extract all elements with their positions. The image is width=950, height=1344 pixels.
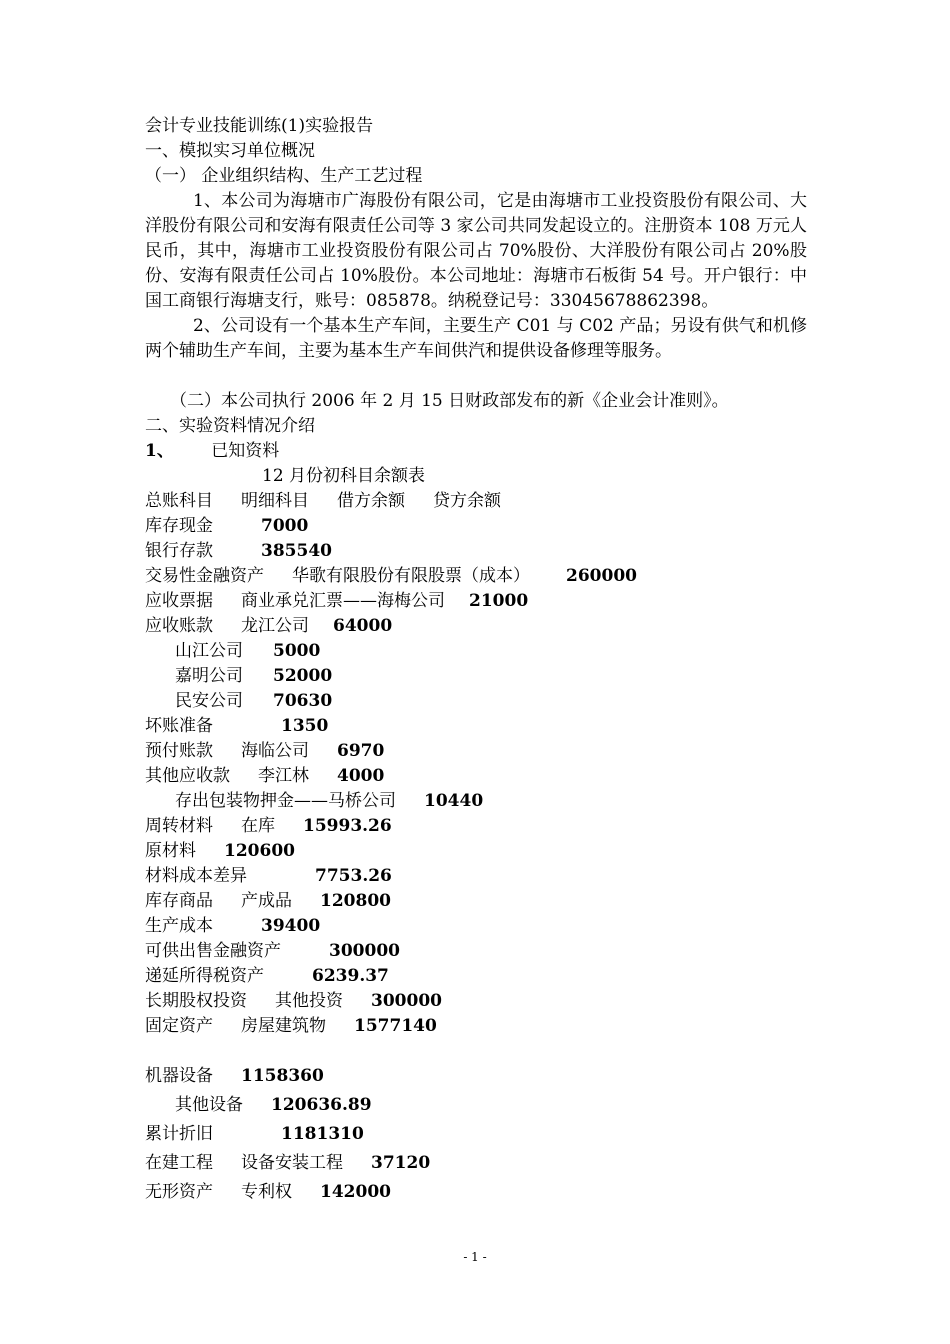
table-row — [145, 514, 308, 539]
account-name: 交易性金融资产 — [145, 566, 264, 586]
balance-value: 1158360 — [241, 1066, 324, 1086]
detail-account: 龙江公司 — [241, 616, 309, 636]
detail-account: 商业承兑汇票——海梅公司 — [241, 591, 445, 611]
account-name: 存出包装物押金——马桥公司 — [175, 791, 396, 811]
account-name: 周转材料 — [145, 816, 213, 836]
table-row — [175, 664, 332, 689]
account-name: 民安公司 — [175, 691, 243, 711]
detail-account: 产成品 — [241, 891, 292, 911]
balance-value: 1350 — [281, 716, 329, 736]
balance-value: 1577140 — [354, 1016, 437, 1036]
item-number: 1、 — [145, 441, 174, 461]
table-row — [145, 889, 391, 914]
balance-value: 52000 — [273, 666, 333, 686]
account-name: 应收账款 — [145, 616, 213, 636]
account-name: 库存商品 — [145, 891, 213, 911]
table-title: 12 月份初科目余额表 — [262, 466, 426, 486]
table-row — [145, 1151, 430, 1176]
account-name: 递延所得税资产 — [145, 966, 264, 986]
paragraph-1: 1、本公司为海塘市广海股份有限公司，它是由海塘市工业投资股份有限公司、大洋股份有限公司和安海有限责任公司等 3 家公司共同发起设立的。注册资本 108 万元人民币，其中，海塘市工业投资股份有限公司占 70%股份、大洋股份有限公司占 20%股份、安海有限责任公司占 10%股份。本公司地址：海塘市石板街 54 号。开户银行：中国工商银行海塘支行，账号：085878。纳税登记号：33045678862398。 — [145, 191, 807, 311]
balance-value: 7753.26 — [315, 866, 392, 886]
account-name: 应收票据 — [145, 591, 213, 611]
section-heading-1: 一、模拟实习单位概况 — [145, 141, 315, 161]
detail-account: 李江林 — [258, 766, 309, 786]
table-row — [175, 639, 320, 664]
detail-account: 华歌有限股份有限股票（成本） — [292, 566, 530, 586]
account-name: 其他设备 — [175, 1095, 243, 1115]
item-heading — [145, 439, 279, 464]
table-row — [145, 1180, 391, 1205]
table-row — [145, 564, 637, 589]
section-heading-2: 二、实验资料情况介绍 — [145, 416, 315, 436]
account-name: 库存现金 — [145, 516, 213, 536]
table-row — [145, 939, 400, 964]
account-name: 预付账款 — [145, 741, 213, 761]
report-title: 会计专业技能训练(1)实验报告 — [145, 116, 374, 136]
table-row — [145, 739, 384, 764]
balance-value: 39400 — [261, 916, 321, 936]
paragraph-2: 2、公司设有一个基本生产车间，主要生产 C01 与 C02 产品；另设有供气和机修两个辅助生产车间，主要为基本生产车间供汽和提供设备修理等服务。 — [145, 316, 807, 361]
balance-value: 5000 — [273, 641, 321, 661]
account-name: 其他应收款 — [145, 766, 230, 786]
table-row — [145, 864, 392, 889]
header-cell: 贷方余额 — [433, 491, 501, 511]
page-number: - 1 - — [463, 1250, 487, 1264]
detail-account: 其他投资 — [275, 991, 343, 1011]
balance-value: 1181310 — [281, 1124, 364, 1144]
table-row — [145, 614, 392, 639]
detail-account: 房屋建筑物 — [241, 1016, 326, 1036]
table-row — [145, 964, 389, 989]
balance-value: 300000 — [329, 941, 400, 961]
balance-value: 120800 — [320, 891, 391, 911]
table-row — [175, 789, 483, 814]
subsection-heading-2: （二）本公司执行 2006 年 2 月 15 日财政部发布的新《企业会计准则》。 — [170, 391, 729, 411]
table-row — [145, 1122, 364, 1147]
balance-value: 6970 — [337, 741, 385, 761]
balance-value: 7000 — [261, 516, 309, 536]
detail-account: 在库 — [241, 816, 275, 836]
item-label: 已知资料 — [211, 441, 280, 461]
table-row — [145, 539, 332, 564]
table-row — [145, 764, 384, 789]
table-row — [145, 1014, 437, 1039]
table-row — [145, 1064, 324, 1089]
balance-value: 142000 — [320, 1182, 391, 1202]
detail-account: 专利权 — [241, 1182, 292, 1202]
account-name: 固定资产 — [145, 1016, 213, 1036]
table-header — [145, 489, 501, 514]
balance-value: 15993.26 — [303, 816, 392, 836]
account-name: 嘉明公司 — [175, 666, 243, 686]
header-cell: 总账科目 — [145, 491, 213, 511]
account-name: 机器设备 — [145, 1066, 213, 1086]
account-name: 长期股权投资 — [145, 991, 247, 1011]
table-row — [145, 589, 528, 614]
account-name: 累计折旧 — [145, 1124, 213, 1144]
account-name: 原材料 — [145, 841, 196, 861]
detail-account: 海临公司 — [241, 741, 309, 761]
account-name: 山江公司 — [175, 641, 243, 661]
account-name: 银行存款 — [145, 541, 213, 561]
detail-account: 设备安装工程 — [241, 1153, 343, 1173]
balance-value: 4000 — [337, 766, 385, 786]
table-row — [175, 689, 332, 714]
account-name: 无形资产 — [145, 1182, 213, 1202]
account-name: 坏账准备 — [145, 716, 213, 736]
balance-value: 300000 — [371, 991, 442, 1011]
balance-value: 385540 — [261, 541, 332, 561]
balance-value: 10440 — [424, 791, 484, 811]
header-cell: 明细科目 — [241, 491, 309, 511]
subsection-heading-1: （一） 企业组织结构、生产工艺过程 — [145, 166, 423, 186]
balance-value: 260000 — [566, 566, 637, 586]
company-description — [145, 189, 807, 364]
balance-value: 120636.89 — [271, 1095, 372, 1115]
table-row — [145, 714, 328, 739]
table-row — [175, 1093, 372, 1118]
account-name: 生产成本 — [145, 916, 213, 936]
account-name: 材料成本差异 — [145, 866, 247, 886]
balance-value: 21000 — [469, 591, 529, 611]
table-row — [145, 839, 295, 864]
table-row — [145, 989, 442, 1014]
balance-value: 120600 — [224, 841, 295, 861]
account-name: 在建工程 — [145, 1153, 213, 1173]
header-cell: 借方余额 — [337, 491, 405, 511]
table-row — [145, 814, 392, 839]
balance-value: 37120 — [371, 1153, 431, 1173]
balance-value: 70630 — [273, 691, 333, 711]
balance-value: 6239.37 — [312, 966, 389, 986]
balance-value: 64000 — [333, 616, 393, 636]
account-name: 可供出售金融资产 — [145, 941, 281, 961]
table-row — [145, 914, 320, 939]
